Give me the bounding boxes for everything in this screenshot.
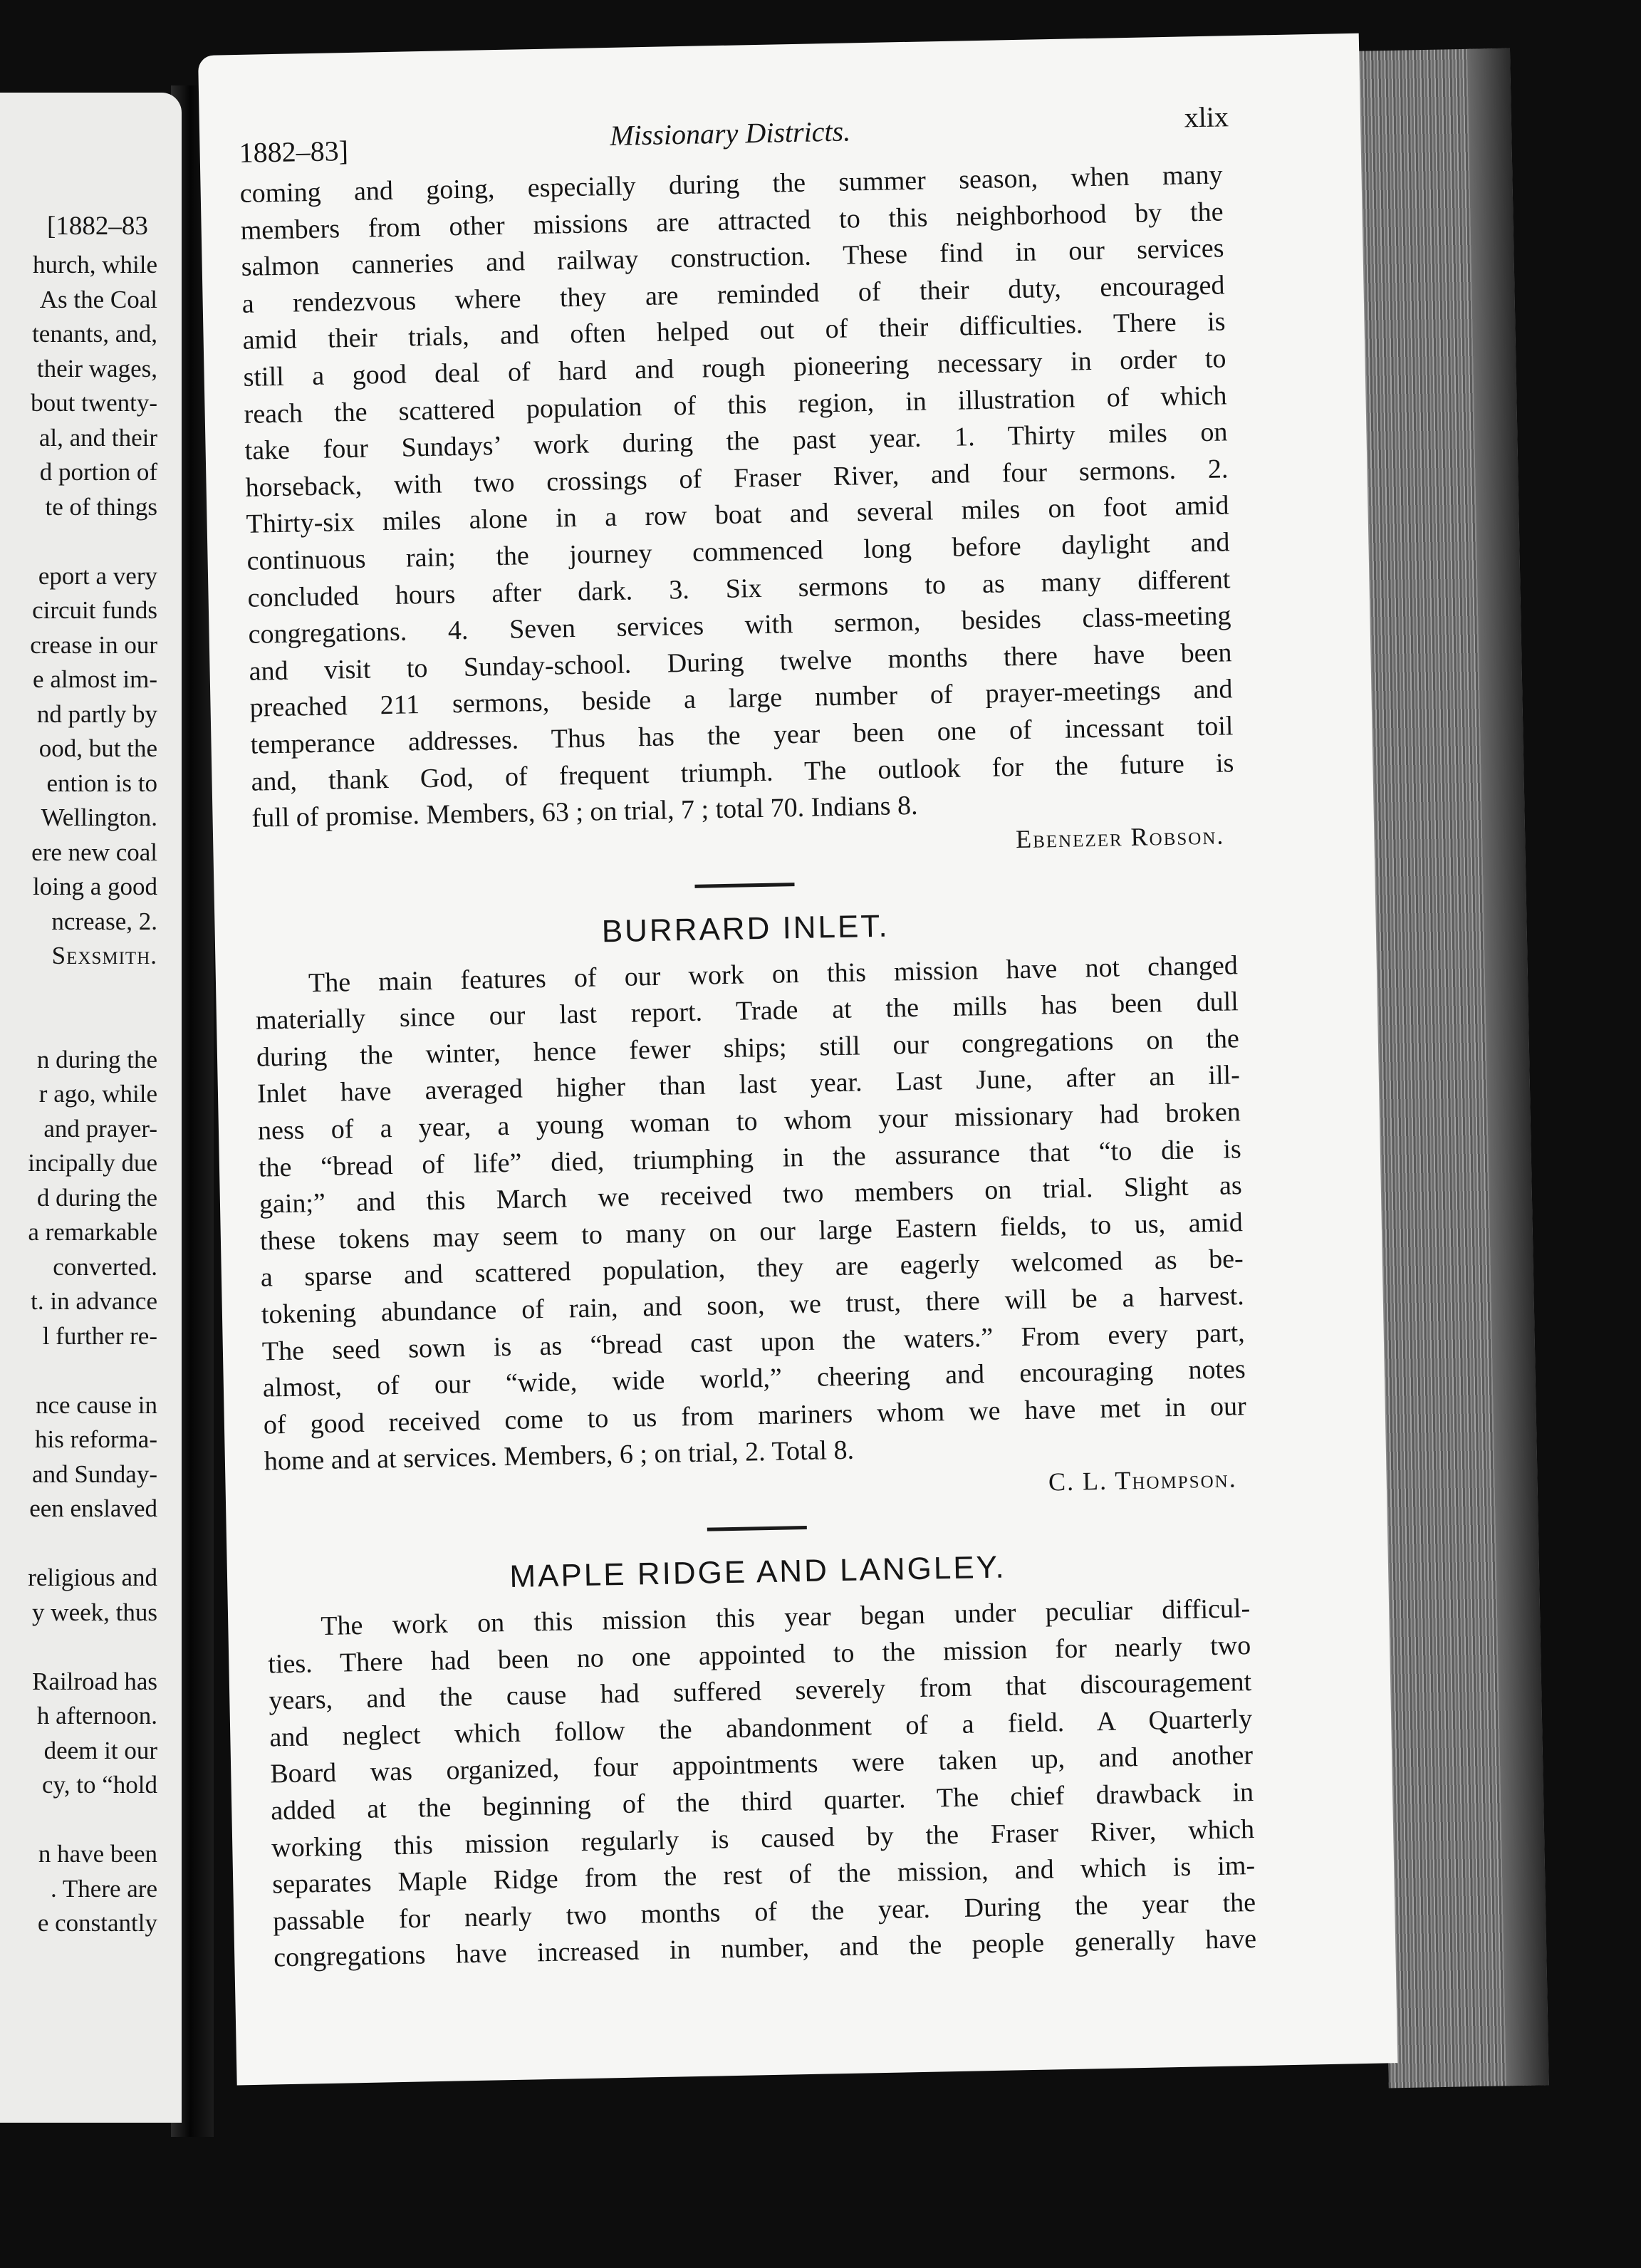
text-line: during the winter, hence fewer ships; still our congregations on the [256, 1024, 1240, 1073]
running-head-year: 1882–83] [239, 134, 349, 169]
text-line: concluded hours after dark. 3. Six sermons to as many different [247, 563, 1231, 613]
left-page-line: tenants, and, [32, 320, 157, 348]
left-page-line: n during the [36, 1045, 157, 1073]
mission-section [254, 874, 1248, 1512]
left-page-line: religious and [28, 1564, 157, 1591]
text-line: passable for nearly two months of the year. During the year the [272, 1887, 1256, 1937]
text-line: of good received come to us from mariners whom we have met in our [263, 1390, 1247, 1440]
left-page-line: al, and their [38, 423, 157, 452]
text-line: separates Maple Ridge from the rest of the mission, and which is im- [271, 1851, 1256, 1900]
section-body [255, 947, 1248, 1481]
text-line: a sparse and scattered population, they are eagerly welcomed as be- [260, 1244, 1244, 1294]
left-page-line: h afternoon. [36, 1702, 157, 1729]
right-page [198, 33, 1397, 2086]
page-content [239, 100, 1257, 1977]
text-line: home and at services. Members, 6 ; on trial, 2. Total 8. [264, 1435, 855, 1477]
text-line: amid their trials, and often helped out of their difficulties. There is [242, 306, 1226, 356]
left-page-line: d portion of [39, 458, 157, 486]
left-page-line: nd partly by [36, 699, 157, 728]
left-page-line: and Sunday- [32, 1460, 157, 1488]
text-line: The work on this mission this year began under peculiar difficul- [320, 1593, 1251, 1642]
left-page-line: e almost im- [33, 665, 157, 693]
section-body [267, 1591, 1257, 1977]
text-line: ness of a year, a young woman to whom your missionary had broken [257, 1097, 1241, 1146]
author-signature: C. L. Thompson. [1048, 1464, 1237, 1497]
left-page-line: their wages, [36, 354, 157, 383]
left-page-line: eport a very [38, 561, 157, 590]
text-line: almost, of our “wide, wide world,” cheering and encouraging notes [262, 1354, 1246, 1403]
section-divider [707, 1526, 807, 1531]
mission-section [266, 1517, 1257, 1977]
article-body [239, 157, 1256, 1977]
section-body [239, 157, 1235, 837]
text-line: materially since our last report. Trade at the mills has been dull [255, 987, 1239, 1036]
text-line: preached 211 sermons, beside a large number of prayer-meetings and [249, 674, 1233, 724]
text-line: The main features of our work on this mission have not changed [308, 950, 1239, 998]
section-heading: MAPLE RIDGE AND LANGLEY. [509, 1549, 1007, 1594]
left-page-line: y week, thus [32, 1598, 157, 1626]
text-line: ties. There had been no one appointed to the mission for nearly two [267, 1630, 1251, 1680]
left-page-line: Wellington. [41, 803, 157, 831]
text-line: reach the scattered population of this region, in illustration of which [244, 380, 1227, 430]
left-page-line: t. in advance [31, 1287, 157, 1315]
left-page-line: een enslaved [29, 1494, 157, 1522]
text-line: Board was organized, four appointments were taken up, and another [269, 1740, 1254, 1789]
mission-section [239, 157, 1235, 868]
text-line: take four Sundays’ work during the past year. 1. Thirty miles on [244, 417, 1228, 466]
text-line: and visit to Sunday-school. During twelve months there have been [249, 638, 1232, 687]
left-page-line: e constantly [37, 1909, 157, 1937]
text-line: and, thank God, of frequent triumph. The outlook for the future is [251, 747, 1234, 797]
left-page-line: incipally due [28, 1149, 157, 1177]
left-page-line: bout twenty- [31, 389, 157, 417]
left-page-line: ncrease, 2. [51, 907, 157, 935]
left-page-line: d during the [36, 1183, 157, 1212]
text-line: added at the beginning of the third quarter. The chief drawback in [270, 1777, 1254, 1826]
text-line: a rendezvous where they are reminded of their duty, encouraged [241, 270, 1225, 319]
text-line: salmon canneries and railway construction. These find in our services [241, 233, 1224, 283]
running-head-title: Missionary Districts. [609, 115, 851, 152]
left-page-line: circuit funds [32, 596, 157, 624]
text-line: horseback, with two crossings of Fraser River, and four sermons. 2. [245, 454, 1229, 503]
left-page-line: hurch, while [33, 251, 157, 279]
left-page-line: ention is to [46, 769, 157, 797]
author-signature: Ebenezer Robson. [1015, 821, 1225, 853]
text-line: and neglect which follow the abandonment of a field. A Quarterly [269, 1703, 1253, 1753]
left-page-line: a remarkable [28, 1218, 157, 1246]
left-facing-page [0, 93, 182, 2123]
left-page-line: r ago, while [38, 1080, 157, 1108]
left-page-line: ood, but the [38, 734, 157, 762]
text-line: full of promise. Members, 63 ; on trial, 7 ; total 70. Indians 8. [251, 790, 918, 833]
text-line: the “bread of life” died, triumphing in the assurance that “to die is [258, 1133, 1242, 1183]
left-page-line: l further re- [42, 1321, 157, 1350]
text-line: years, and the cause had suffered severely from that discouragement [268, 1667, 1252, 1716]
text-line: tokening abundance of rain, and soon, we trust, there will be a harvest. [261, 1281, 1245, 1330]
section-divider [694, 883, 794, 888]
text-line: members from other missions are attracted to this neighborhood by the [240, 197, 1224, 246]
text-line: working this mission regularly is caused by the Fraser River, which [271, 1814, 1255, 1863]
page-number: xlix [1184, 100, 1229, 134]
text-line: gain;” and this March we received two members on trial. Slight as [259, 1170, 1243, 1219]
text-line: these tokens may seem to many on our large Eastern fields, to us, amid [259, 1207, 1244, 1257]
left-page-line: Railroad has [32, 1667, 157, 1695]
text-line: congregations. 4. Seven services with sermon, besides class-meeting [248, 600, 1231, 650]
text-line: congregations have increased in number, and the people generally have [273, 1924, 1257, 1973]
left-page-line: loing a good [33, 873, 157, 900]
left-page-line: converted. [53, 1252, 157, 1281]
left-page-line: . There are [51, 1874, 157, 1903]
section-heading: BURRARD INLET. [601, 908, 890, 950]
text-line: The seed sown is as “bread cast upon the waters.” From every part, [261, 1317, 1246, 1367]
text-line: temperance addresses. Thus has the year been one of incessant toil [250, 711, 1234, 760]
text-line: still a good deal of hard and rough pioneering necessary in order to [243, 343, 1226, 392]
left-page-line: deem it our [43, 1736, 157, 1764]
left-page-line: his reforma- [34, 1425, 157, 1453]
left-page-line: cy, to “hold [42, 1771, 157, 1799]
text-line: continuous rain; the journey commenced long before daylight and [246, 527, 1230, 576]
text-line: coming and going, especially during the summer season, when many [239, 160, 1223, 209]
left-page-line: te of things [45, 492, 157, 521]
left-page-line: crease in our [30, 630, 157, 659]
left-page-header: [1882–83 [47, 212, 148, 241]
text-line: Thirty-six miles alone in a row boat and several miles on foot amid [246, 490, 1229, 540]
left-page-line: Sexsmith. [51, 942, 157, 969]
left-page-line: and prayer- [43, 1114, 157, 1143]
left-page-line: As the Coal [39, 285, 157, 313]
left-page-line: nce cause in [35, 1390, 157, 1419]
text-line: Inlet have averaged higher than last year. Last June, after an ill- [256, 1060, 1241, 1110]
left-page-line: ere new coal [31, 838, 157, 866]
left-page-line: n have been [38, 1840, 157, 1868]
